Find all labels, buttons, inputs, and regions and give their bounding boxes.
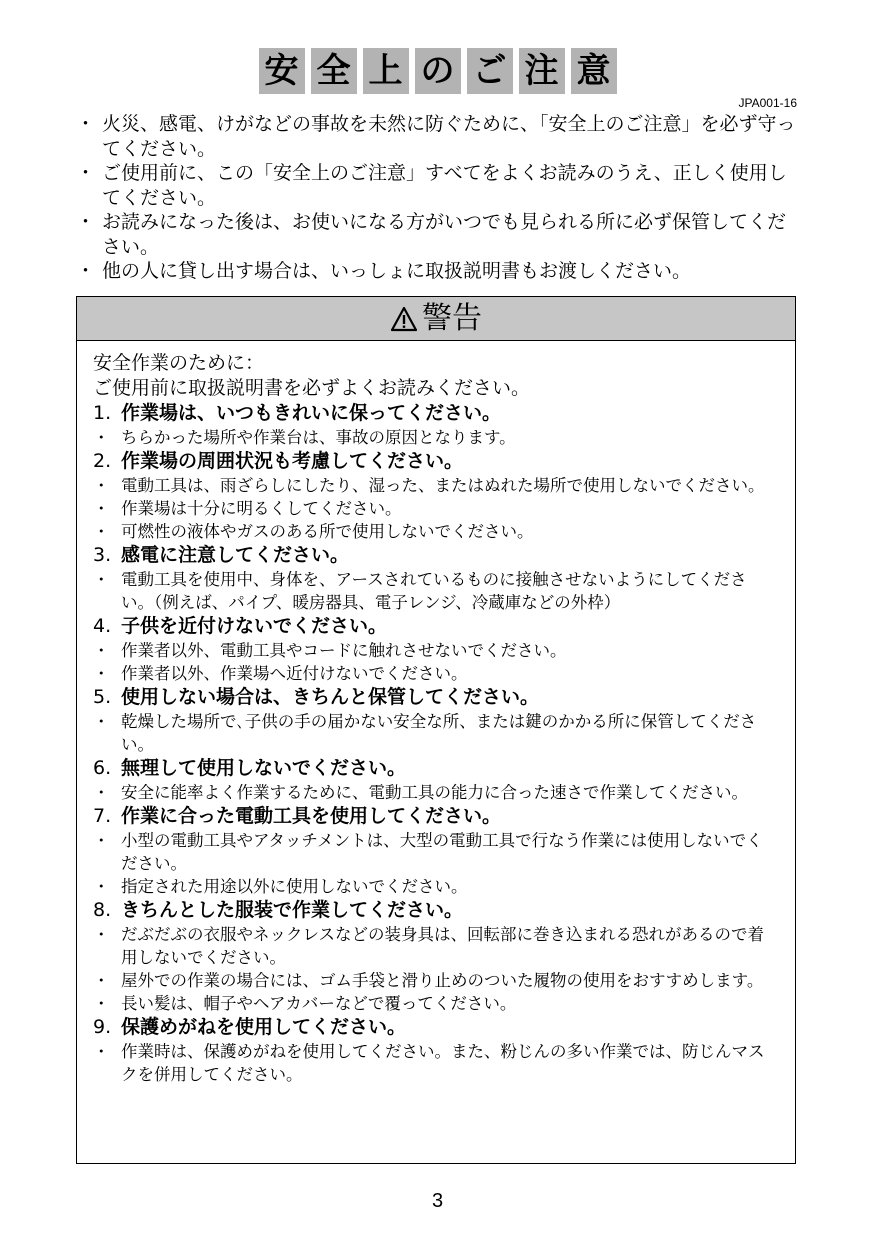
section-title-text: 感電に注意してください。 [121,544,350,566]
warning-section-title [93,543,779,568]
bullet-text: 電動工具は、雨ざらしにしたり、湿った、またはぬれた場所で使用しないでください。 [121,476,765,495]
title-char: 意 [571,48,617,94]
section-number: 8. [93,899,112,921]
warning-lead: 安全作業のために： [93,352,265,374]
intro-item: ・ お読みになった後は、お使いになる方がいつでも見られる所に必ず保管してください。 [76,211,787,258]
warning-section-title [93,1015,779,1040]
warning-bullet: ・ 指定された用途以外に使用しないでください。 [93,875,779,898]
title-char: ご [467,48,513,94]
bullet-text: 可燃性の液体やガスのある所で使用しないでください。 [121,522,534,541]
bullet-text: 指定された用途以外に使用しないでください。 [121,877,468,896]
intro-item: ・ ご使用前に、この「安全上のご注意」すべてをよくお読みのうえ、正しく使用してください。 [76,162,787,209]
warning-bullet: ・ だぶだぶの衣服やネックレスなどの装身具は、回転部に巻き込まれる恐れがあるので着用しないでください。 [93,923,779,969]
section-title-text: 作業場は、いつもきれいに保ってください。 [121,402,502,424]
section-number: 2. [93,450,112,472]
section-title-text: 作業場の周囲状況も考慮してください。 [121,450,464,472]
warning-header [77,297,795,341]
warning-bullet: ・ 乾燥した場所で､子供の手の届かない安全な所、または鍵のかかる所に保管してください。 [93,710,779,756]
bullet-text: だぶだぶの衣服やネックレスなどの装身具は、回転部に巻き込まれる恐れがあるので着用しないでください。 [121,925,765,967]
intro-item: ・ 火災、感電、けがなどの事故を未然に防ぐために、「安全上のご注意」を必ず守ってください。 [76,113,796,160]
warning-bullet: ・ 作業者以外、電動工具やコードに触れさせないでください。 [93,639,779,662]
bullet-text: 長い髪は、帽子やヘアカバーなどで覆ってください。 [121,994,517,1013]
section-number: 3. [93,544,112,566]
intro-item: ・ 他の人に貸し出す場合は、いっしょに取扱説明書もお渡しください。 [76,260,692,282]
bullet-text: 作業場は十分に明るくしてください。 [121,499,402,518]
bullet-text: 電動工具を使用中、身体を、アースされているものに接触させないようにしてください。（例えば、パイプ、暖房器具、電子レンジ、冷蔵庫などの外枠） [121,570,747,612]
warning-bullet: ・ 作業場は十分に明るくしてください。 [93,497,779,520]
section-number: 9. [93,1016,112,1038]
section-number: 1. [93,402,112,424]
title-char: 全 [311,48,357,94]
bullet-text: 作業者以外、電動工具やコードに触れさせないでください。 [121,641,567,660]
warning-bullet: ・ 屋外での作業の場合には、ゴム手袋と滑り止めのついた履物の使用をおすすめします。 [93,969,779,992]
warning-section-title [93,898,779,923]
warning-bullet: ・ 作業者以外、作業場へ近付けないでください。 [93,662,779,685]
bullet-text: ちらかった場所や作業台は、事故の原因となります。 [121,428,516,447]
warning-section-title [93,756,779,781]
warning-lead: ご使用前に取扱説明書を必ずよくお読みください。 [93,377,531,399]
bullet-text: 小型の電動工具やアタッチメントは、大型の電動工具で行なう作業には使用しないでください。 [121,831,763,873]
section-number: 7. [93,805,112,827]
title-char: の [415,48,461,94]
warning-section-title [93,685,779,710]
warning-bullet: ・ 小型の電動工具やアタッチメントは、大型の電動工具で行なう作業には使用しないでください。 [93,829,779,875]
section-title-text: 無理して使用しないでください。 [121,757,407,779]
warning-triangle-icon [390,306,418,332]
warning-section-title [93,614,779,639]
warning-section-title [93,449,779,474]
title-char: 注 [519,48,565,94]
warning-bullet: ・ 電動工具は、雨ざらしにしたり、湿った、またはぬれた場所で使用しないでください。 [93,474,779,497]
section-title-text: 作業に合った電動工具を使用してください。 [121,805,502,827]
bullet-text: 安全に能率よく作業するために、電動工具の能力に合った速さで作業してください。 [121,783,748,802]
intro-list [76,112,798,284]
warning-section-title [93,401,779,426]
title-char: 上 [363,48,409,94]
warning-section-title [93,804,779,829]
section-title-text: 使用しない場合は、きちんと保管してください。 [121,686,540,708]
page-title [0,48,875,94]
warning-bullet: ・ 電動工具を使用中、身体を、アースされているものに接触させないようにしてください。（例えば、パイプ、暖房器具、電子レンジ、冷蔵庫などの外枠） [93,568,779,614]
bullet-text: 作業者以外、作業場へ近付けないでください。 [121,664,468,683]
section-number: 6. [93,757,112,779]
section-title-text: 子供を近付けないでください。 [121,615,388,637]
page-number: 3 [431,1190,444,1212]
section-number: 5. [93,686,112,708]
warning-bullet: ・ 長い髪は、帽子やヘアカバーなどで覆ってください。 [93,992,779,1015]
warning-heading: 警告 [422,300,482,336]
warning-bullet: ・ 可燃性の液体やガスのある所で使用しないでください。 [93,520,779,543]
warning-body [77,341,795,1086]
bullet-text: 乾燥した場所で､子供の手の届かない安全な所、または鍵のかかる所に保管してください。 [121,712,757,754]
warning-bullet: ・ 安全に能率よく作業するために、電動工具の能力に合った速さで作業してください。 [93,781,779,804]
title-char: 安 [259,48,305,94]
section-title-text: きちんとした服装で作業してください。 [121,899,464,921]
warning-bullet: ・ ちらかった場所や作業台は、事故の原因となります。 [93,426,779,449]
warning-box [76,296,796,1164]
document-code: JPA001-16 [738,96,797,110]
bullet-text: 屋外での作業の場合には、ゴム手袋と滑り止めのついた履物の使用をおすすめします。 [121,971,764,990]
section-title-text: 保護めがねを使用してください。 [121,1016,407,1038]
bullet-text: 作業時は、保護めがねを使用してください。また、粉じんの多い作業では、防じんマスクを併用してください。 [121,1042,765,1084]
section-number: 4. [93,615,112,637]
warning-bullet: ・ 作業時は、保護めがねを使用してください。また、粉じんの多い作業では、防じんマスクを併用してください。 [93,1040,779,1086]
